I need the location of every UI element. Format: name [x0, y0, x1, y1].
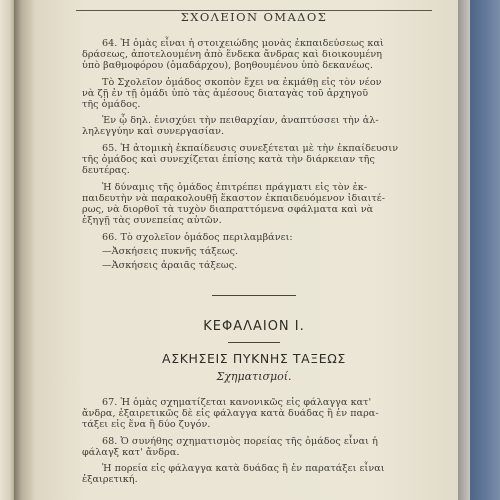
text-line: 65. Ἡ ἀτομικὴ ἐκπαίδευσις συνεξέτεται μὲ τὴν ἐκπαίδευσιν [102, 143, 399, 154]
text-line: ληλεγγύην καὶ συνεργασίαν. [82, 126, 225, 137]
text-line: 64. Ἡ ὁμὰς εἶναι ἡ στοιχειώδης μονὰς ἐκπαιδεύσεως καὶ [102, 38, 384, 49]
text-line: Τὸ Σχολεῖον ὁμάδος σκοπὸν ἔχει να ἐκμάθῃ εἰς τὸν νέον [102, 77, 382, 88]
text-line: τῆς ὁμάδος καὶ συνεχίζεται ἐπίσης κατὰ τὴν διάρκειαν τῆς [82, 154, 375, 165]
section-separator [212, 295, 296, 296]
facing-page-edge [0, 0, 14, 500]
text-line: —Ἀσκήσεις πυκνῆς τάξεως. [102, 246, 239, 257]
text-line: 66. Τὸ σχολεῖον ὁμάδος περιλαμβάνει: [102, 232, 293, 243]
text-line: 68. Ὁ συνήθης σχηματισμὸς πορείας τῆς ὁμάδος εἶναι ἡ [102, 436, 378, 447]
text-line: παιδευτὴν νὰ παρακολουθῇ ἕκαστον ἐκπαιδευόμενον ἰδιαιτέ- [82, 193, 386, 204]
book-gutter [14, 0, 34, 500]
text-line: δευτέρας. [82, 165, 130, 176]
text-line: ἐξηγῇ τὰς συνεπείας αὐτῶν. [82, 215, 222, 226]
chapter-rule [228, 342, 280, 343]
text-line: Ἐν ᾧ δηλ. ἐνισχύει τὴν πειθαρχίαν, ἀναπτύσσει τὴν ἀλ- [102, 115, 379, 126]
text-line: Ἡ πορεία εἰς φάλαγγα κατὰ δυάδας ἢ ἐν παρατάξει εἶναι [102, 463, 385, 474]
book-cover-edge [458, 0, 470, 500]
text-line: νὰ ζῇ ἐν τῇ ὁμάδι ὑπὸ τὰς ἀμέσους διαταγὰς τοῦ ἀρχηγοῦ [82, 88, 369, 99]
running-head: ΣΧΟΛΕΙΟΝ ΟΜΑΔΟΣ [180, 10, 328, 24]
text-line: —Ἀσκήσεις ἀραιᾶς τάξεως. [102, 260, 238, 271]
book-page [34, 0, 458, 500]
text-line: Ἡ δύναμις τῆς ὁμάδος ἐπιτρέπει πράγματι εἰς τὸν ἐκ- [102, 182, 368, 193]
text-line: ρως, νὰ διορθοῖ τὰ τυχὸν διαπραττόμενα σφάλματα καὶ νὰ [82, 204, 374, 215]
text-line: τάξει εἰς ἕνα ἢ δύο ζυγόν. [82, 419, 211, 430]
book-cover [470, 0, 500, 500]
section-heading: ΑΣΚΗΣΕΙΣ ΠΥΚΝΗΣ ΤΑΞΕΩΣ [162, 351, 346, 366]
text-line: ὑπὸ βαθμοφόρου (ὁμαδάρχου), βοηθουμένου ὑπὸ δεκανέως. [82, 60, 373, 71]
text-line: 67. Ἡ ὁμὰς σχηματίζεται κανονικῶς εἰς φάλαγγα κατ' [102, 397, 372, 408]
text-line: τῆς ὁμάδος. [82, 99, 141, 110]
text-line: δράσεως, ἀποτελουμένη ἀπὸ ἕνδεκα ἄνδρας καὶ διοικουμένη [82, 49, 383, 60]
text-line: φάλαγξ κατ' ἄνδρα. [82, 447, 180, 458]
chapter-heading: ΚΕΦΑΛΑΙΟΝ Ι. [203, 319, 305, 334]
subsection-heading: Σχηματισμοί. [216, 370, 292, 383]
text-line: ἄνδρα, ἐξαιρετικῶς δὲ εἰς φάλαγγα κατὰ δυάδας ἢ ἐν παρα- [82, 408, 379, 419]
text-line: ἐξαιρετική. [82, 474, 138, 485]
